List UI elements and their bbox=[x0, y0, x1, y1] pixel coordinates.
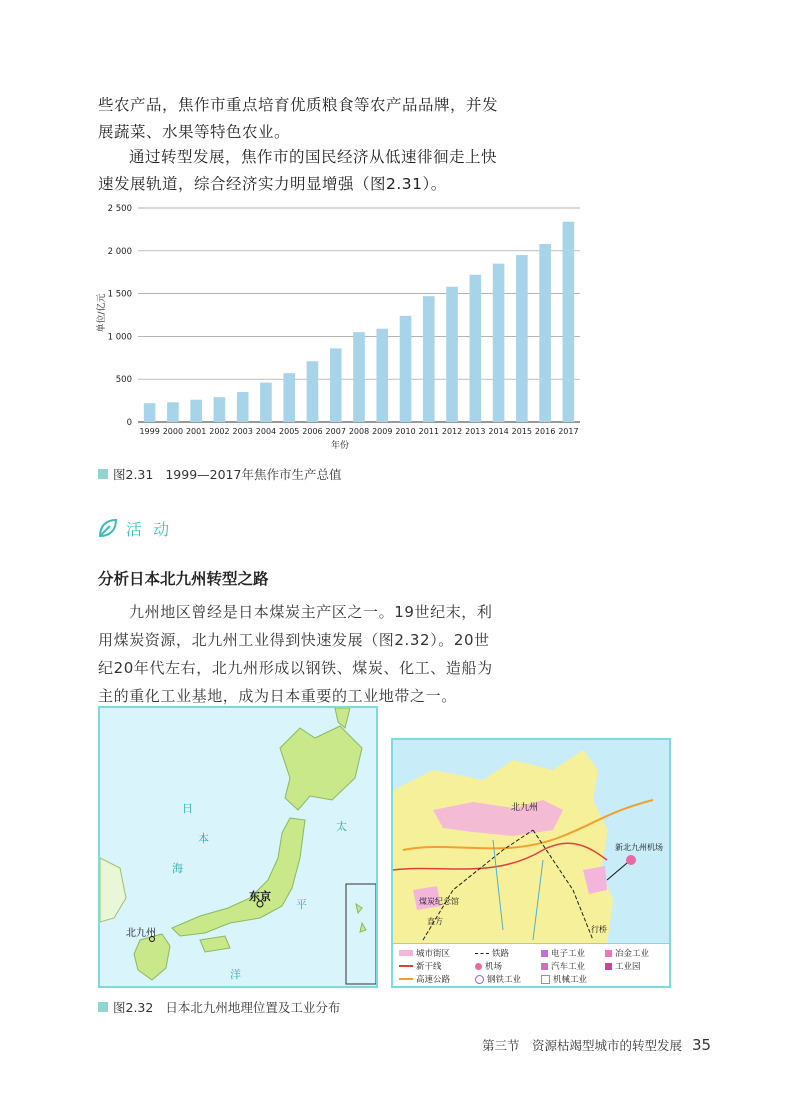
y-tick-label: 1 000 bbox=[107, 332, 132, 343]
bar bbox=[237, 392, 249, 422]
intro-line-2: 展蔬菜、水果等特色农业。 bbox=[98, 123, 291, 141]
activity-title: 分析日本北九州转型之路 bbox=[98, 570, 269, 588]
figure-number: 图2.32 bbox=[113, 1000, 154, 1015]
kitakyushu-industry-map bbox=[391, 738, 671, 988]
x-tick-label: 2003 bbox=[232, 427, 253, 436]
chart-x-label: 年份 bbox=[330, 441, 350, 451]
figure-2-31-caption bbox=[98, 465, 341, 483]
bar bbox=[493, 264, 505, 422]
bar bbox=[283, 373, 295, 422]
x-tick-label: 2012 bbox=[441, 427, 463, 436]
x-tick-label: 1999 bbox=[139, 427, 160, 436]
bar bbox=[307, 361, 319, 422]
figure-title: 1999—2017年焦作市生产总值 bbox=[165, 467, 342, 482]
x-tick-label: 2009 bbox=[372, 427, 393, 436]
gdp-bar-chart bbox=[90, 196, 590, 456]
legend-machinery: 机械工业 bbox=[541, 973, 587, 985]
legend-metallurgy: 冶金工业 bbox=[605, 947, 649, 959]
activity-header bbox=[96, 516, 172, 540]
bar bbox=[144, 403, 156, 422]
section-title: 第三节 资源枯竭型城市的转型发展 bbox=[482, 1038, 683, 1053]
chart-bars bbox=[144, 222, 574, 422]
x-tick-label: 2015 bbox=[511, 427, 533, 436]
legend-electronics: 电子工业 bbox=[541, 947, 585, 959]
bar bbox=[423, 296, 435, 422]
japan-map-graphic bbox=[100, 708, 376, 986]
x-tick-label: 2006 bbox=[302, 427, 323, 436]
x-tick-label: 2008 bbox=[348, 427, 370, 436]
bar bbox=[376, 329, 388, 422]
y-tick-label: 500 bbox=[115, 375, 132, 386]
legend-rail: 铁路 bbox=[475, 947, 509, 959]
chart-y-ticks bbox=[108, 204, 132, 428]
ocean-label-3: 洋 bbox=[230, 968, 241, 981]
x-tick-label: 2001 bbox=[185, 427, 207, 436]
bar bbox=[214, 397, 226, 422]
activity-leaf-icon bbox=[96, 516, 120, 540]
caption-marker-icon bbox=[98, 1002, 108, 1012]
legend-park: 工业园 bbox=[605, 960, 641, 972]
bar bbox=[353, 332, 365, 422]
map-legend bbox=[393, 943, 669, 986]
bar bbox=[167, 402, 179, 422]
legend-airport: 机场 bbox=[475, 960, 502, 972]
activity-line-2: 用煤炭资源，北九州工业得到快速发展（图2.32）。20世 bbox=[98, 631, 490, 649]
yukuhashi-label: 行桥 bbox=[591, 925, 607, 934]
legend-shinkansen: 新干线 bbox=[399, 960, 442, 972]
x-tick-label: 2002 bbox=[209, 427, 230, 436]
x-tick-label: 2010 bbox=[395, 427, 416, 436]
y-tick-label: 0 bbox=[126, 418, 132, 428]
legend-highway: 高速公路 bbox=[399, 973, 450, 985]
activity-line-1: 九州地区曾经是日本煤炭主产区之一。19世纪末，利 bbox=[129, 603, 493, 621]
legend-urban: 城市街区 bbox=[399, 947, 450, 959]
page-footer bbox=[482, 1036, 711, 1054]
ocean-label-1: 太 bbox=[336, 820, 347, 833]
bar bbox=[563, 222, 575, 422]
figure-number: 图2.31 bbox=[113, 467, 154, 482]
x-tick-label: 2011 bbox=[418, 427, 439, 436]
nogata-label: 直方 bbox=[427, 917, 443, 926]
museum-label: 煤炭纪念馆 bbox=[419, 897, 459, 906]
activity-label: 活 动 bbox=[126, 519, 173, 539]
intro-paragraph-2 bbox=[98, 144, 518, 198]
x-tick-label: 2000 bbox=[162, 427, 184, 436]
activity-line-4: 主的重化工业基地，成为日本重要的工业地带之一。 bbox=[98, 687, 457, 705]
bar bbox=[190, 400, 202, 422]
caption-marker-icon bbox=[98, 469, 108, 479]
bar bbox=[330, 348, 342, 422]
chart-x-ticks bbox=[139, 427, 578, 436]
figure-title: 日本北九州地理位置及工业分布 bbox=[165, 1000, 341, 1015]
airport-label: 新北九州机场 bbox=[615, 843, 663, 852]
chart-y-label: 单位/亿元 bbox=[97, 293, 107, 333]
x-tick-label: 2004 bbox=[255, 427, 277, 436]
x-tick-label: 2014 bbox=[488, 427, 509, 436]
intro-paragraph-1 bbox=[98, 92, 518, 146]
intro-line-1: 些农产品，焦作市重点培育优质粮食等农产品品牌，并发 bbox=[98, 96, 499, 114]
japan-location-map bbox=[98, 706, 378, 988]
intro-p2-line-2: 速发展轨道，综合经济实力明显增强（图2.31）。 bbox=[98, 175, 447, 193]
activity-paragraph bbox=[98, 598, 518, 710]
ocean-label-2: 平 bbox=[296, 898, 307, 911]
bar bbox=[260, 383, 272, 422]
intro-p2-line-1: 通过转型发展，焦作市的国民经济从低速徘徊走上快 bbox=[129, 148, 498, 166]
city-label: 北九州 bbox=[511, 803, 539, 813]
page-number: 35 bbox=[692, 1036, 712, 1054]
y-tick-label: 2 000 bbox=[107, 246, 132, 257]
tokyo-label: 东京 bbox=[249, 890, 271, 903]
x-tick-label: 2017 bbox=[558, 427, 579, 436]
sea-label-2: 本 bbox=[198, 832, 209, 845]
legend-steel: 钢铁工业 bbox=[475, 973, 521, 985]
bar bbox=[516, 255, 528, 422]
x-tick-label: 2007 bbox=[325, 427, 346, 436]
bar bbox=[539, 244, 551, 422]
bar bbox=[400, 316, 412, 422]
activity-line-3: 纪20年代左右，北九州形成以钢铁、煤炭、化工、造船为 bbox=[98, 659, 493, 677]
legend-auto: 汽车工业 bbox=[541, 960, 585, 972]
y-tick-label: 2 500 bbox=[107, 204, 132, 214]
bar bbox=[446, 287, 458, 422]
kitakyushu-label: 北九州 bbox=[126, 928, 156, 939]
y-tick-label: 1 500 bbox=[107, 289, 132, 300]
figure-2-32-caption bbox=[98, 998, 340, 1016]
sea-label-3: 海 bbox=[172, 862, 183, 875]
x-tick-label: 2005 bbox=[279, 427, 300, 436]
bar bbox=[470, 275, 482, 422]
sea-label-1: 日 bbox=[182, 802, 193, 815]
x-tick-label: 2016 bbox=[534, 427, 556, 436]
x-tick-label: 2013 bbox=[465, 427, 486, 436]
